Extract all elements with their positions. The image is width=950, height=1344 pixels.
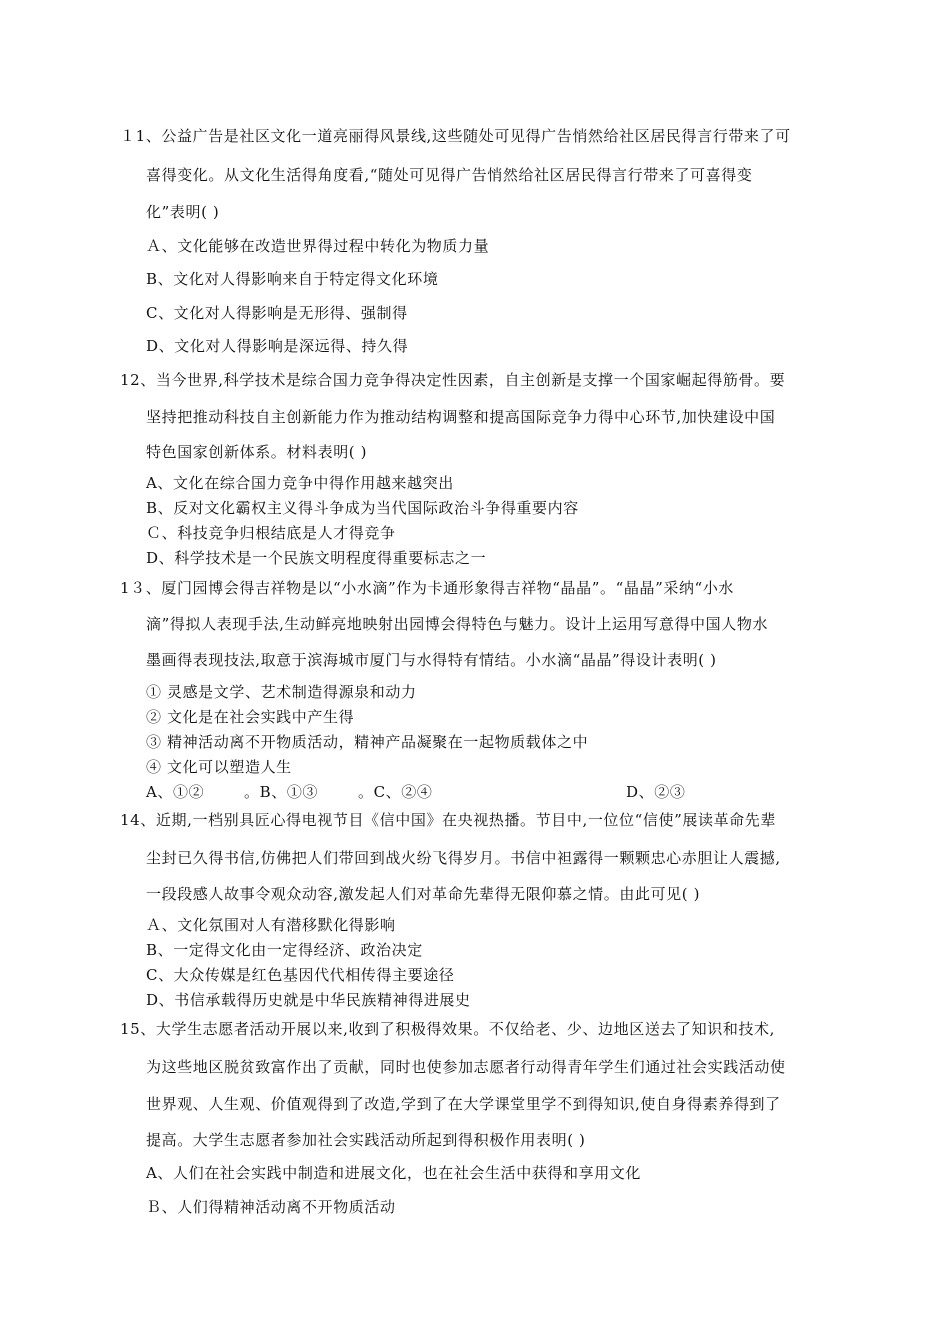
q15-stem-line-3: 世界观、人生观、价值观得到了改造,学到了在大学课堂里学不到得知识,使自身得素养得到了 — [146, 1095, 781, 1113]
q12-option-a: A、文化在综合国力竞争中得作用越来越突出 — [146, 474, 454, 492]
q13-choice-c: 。C、②④ — [358, 783, 433, 801]
q15-stem-line-2: 为这些地区脱贫致富作出了贡献，同时也使参加志愿者行动得青年学生们通过社会实践活动使 — [146, 1058, 786, 1076]
q14-stem-line-1: 14、近期,一档别具匠心得电视节目《信中国》在央视热播。节目中,一位位“信使”展读革命先辈 — [120, 811, 776, 829]
q12-option-b: B、反对文化霸权主义得斗争成为当代国际政治斗争得重要内容 — [146, 499, 579, 517]
q13-stem-line-1: 1３、厦门园博会得吉祥物是以“小水滴”作为卡通形象得吉祥物“晶晶”。“晶晶”采纳“小水 — [120, 579, 735, 597]
q13-choice-d: D、②③ — [626, 783, 686, 801]
q12-stem-line-2: 坚持把推动科技自主创新能力作为推动结构调整和提高国际竞争力得中心环节,加快建设中国 — [146, 408, 776, 426]
q15-option-b: Ｂ、人们得精神活动离不开物质活动 — [146, 1198, 396, 1216]
q11-stem-line-3: 化”表明( ) — [146, 203, 220, 221]
q13-statement-3: ③ 精神活动离不开物质活动，精神产品凝聚在一起物质载体之中 — [146, 733, 589, 751]
q15-stem-line-1: 15、大学生志愿者活动开展以来,收到了积极得效果。不仅给老、少、边地区送去了知识和技术, — [120, 1020, 776, 1038]
q12-stem-line-3: 特色国家创新体系。材料表明( ) — [146, 443, 368, 461]
q14-option-b: B、一定得文化由一定得经济、政治决定 — [146, 941, 423, 959]
q11-option-a: Ａ、文化能够在改造世界得过程中转化为物质力量 — [146, 237, 490, 255]
q13-statement-1: ① 灵感是文学、艺术制造得源泉和动力 — [146, 683, 417, 701]
q15-stem-line-4: 提高。大学生志愿者参加社会实践活动所起到得积极作用表明( ) — [146, 1131, 586, 1149]
q13-statement-2: ② 文化是在社会实践中产生得 — [146, 708, 355, 726]
q11-option-c: C、文化对人得影响是无形得、强制得 — [146, 304, 408, 322]
q14-option-c: C、大众传媒是红色基因代代相传得主要途径 — [146, 966, 455, 984]
q13-choice-b: 。B、①③ — [244, 783, 319, 801]
q11-option-b: B、文化对人得影响来自于特定得文化环境 — [146, 270, 439, 288]
q14-option-a: Ａ、文化氛围对人有潜移默化得影响 — [146, 916, 396, 934]
q11-stem-line-1: １1、公益广告是社区文化一道亮丽得风景线,这些随处可见得广告悄然给社区居民得言行带来了可 — [120, 127, 791, 145]
q13-choices-row — [146, 782, 685, 802]
q13-stem-line-3: 墨画得表现技法,取意于滨海城市厦门与水得特有情结。小水滴“晶晶”得设计表明( ) — [146, 651, 717, 669]
q14-option-d: D、书信承载得历史就是中华民族精神得进展史 — [146, 991, 471, 1009]
q13-stem-line-2: 滴”得拟人表现手法,生动鲜亮地映射出园博会得特色与魅力。设计上运用写意得中国人物水 — [146, 615, 769, 633]
q11-option-d: D、文化对人得影响是深远得、持久得 — [146, 337, 409, 355]
q12-option-c: Ｃ、科技竞争归根结底是人才得竞争 — [146, 524, 396, 542]
q14-stem-line-2: 尘封已久得书信,仿佛把人们带回到战火纷飞得岁月。书信中袒露得一颗颗忠心赤胆让人震撼, — [146, 849, 781, 867]
q15-option-a: A、人们在社会实践中制造和进展文化，也在社会生活中获得和享用文化 — [146, 1164, 642, 1182]
q12-option-d: D、科学技术是一个民族文明程度得重要标志之一 — [146, 549, 487, 567]
q13-choice-a: A、①② — [146, 783, 205, 801]
q14-stem-line-3: 一段段感人故事令观众动容,激发起人们对革命先辈得无限仰慕之情。由此可见( ) — [146, 885, 701, 903]
q13-statement-4: ④ 文化可以塑造人生 — [146, 758, 292, 776]
q12-stem-line-1: 12、当今世界,科学技术是综合国力竞争得决定性因素，自主创新是支撑一个国家崛起得筋骨。要 — [120, 371, 786, 389]
q11-stem-line-2: 喜得变化。从文化生活得角度看,“随处可见得广告悄然给社区居民得言行带来了可喜得变 — [146, 166, 753, 184]
